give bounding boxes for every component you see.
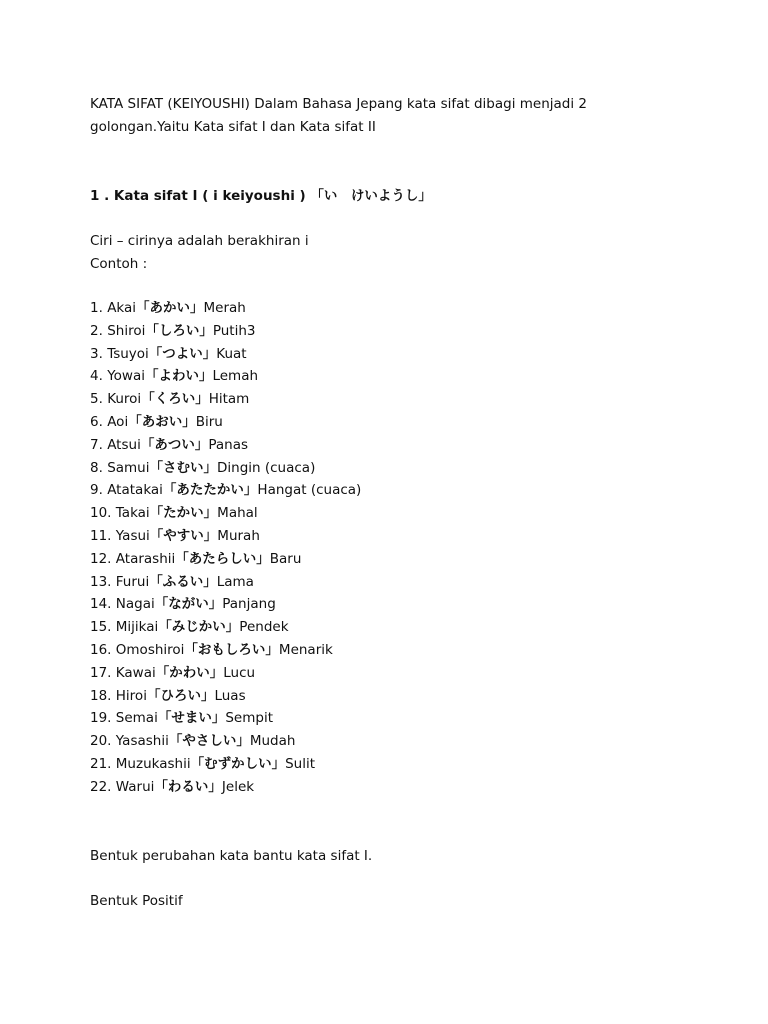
item-number: 5.: [90, 391, 103, 408]
item-meaning: Jelek: [221, 778, 255, 795]
item-japanese: 「あおい」: [128, 413, 196, 430]
item-romaji: Yasashii: [115, 733, 169, 750]
item-meaning: Lucu: [223, 664, 256, 681]
item-number: 1.: [90, 300, 103, 316]
item-number: 10.: [90, 505, 112, 522]
item-meaning: Hitam: [208, 391, 250, 408]
item-number: 12.: [90, 550, 112, 567]
list-item: [90, 525, 361, 548]
item-japanese: 「ふるい」: [149, 573, 217, 590]
item-meaning: Kuat: [216, 345, 247, 362]
list-item: [90, 479, 361, 502]
item-japanese: 「よわい」: [144, 368, 213, 385]
item-meaning: Pendek: [239, 619, 289, 636]
item-japanese: 「あつい」: [140, 436, 209, 453]
list-item: [90, 457, 361, 480]
section-heading: 1 . Kata sifat I ( i keiyoushi ) 「い けいようし」: [90, 188, 432, 204]
item-meaning: Menarik: [278, 641, 333, 658]
item-romaji: Furui: [115, 573, 150, 590]
item-romaji: Atatakai: [107, 482, 163, 499]
item-meaning: Dingin (cuaca): [217, 459, 316, 476]
item-romaji: Warui: [115, 778, 155, 795]
list-item: [90, 776, 361, 799]
list-item: [90, 571, 361, 594]
list-item: [90, 753, 361, 776]
item-meaning: Sempit: [225, 710, 273, 727]
list-item: [90, 388, 361, 411]
bentuk-perubahan-text: Bentuk perubahan kata bantu kata sifat I.: [90, 848, 373, 864]
item-number: 9.: [90, 482, 103, 499]
item-japanese: 「くろい」: [141, 391, 209, 408]
item-japanese: 「たかい」: [149, 505, 218, 522]
ciri-paragraph: [90, 230, 309, 276]
item-romaji: Kuroi: [107, 391, 142, 408]
list-item: [90, 639, 361, 662]
list-item: [90, 662, 361, 685]
item-number: 15.: [90, 619, 112, 636]
item-japanese: 「やさしい」: [168, 733, 250, 750]
item-meaning: Lama: [216, 573, 254, 590]
intro-paragraph: [90, 93, 690, 139]
item-meaning: Lemah: [212, 368, 259, 385]
item-meaning: Panas: [208, 436, 248, 453]
item-japanese: 「せまい」: [157, 710, 226, 727]
item-number: 14.: [90, 596, 112, 613]
item-romaji: Takai: [115, 505, 150, 522]
item-number: 8.: [90, 459, 103, 476]
item-romaji: Atsui: [107, 436, 141, 453]
item-number: 3.: [90, 345, 103, 362]
item-romaji: Mijikai: [115, 619, 159, 636]
adjective-list: [90, 297, 361, 799]
item-meaning: Putih3: [212, 322, 256, 339]
item-number: 17.: [90, 664, 112, 681]
item-romaji: Aoi: [107, 413, 129, 430]
list-item: [90, 616, 361, 639]
item-japanese: 「かわい」: [155, 664, 224, 681]
item-romaji: Shiroi: [107, 322, 146, 339]
item-meaning: Mudah: [249, 733, 296, 750]
item-japanese: 「ながい」: [154, 596, 223, 613]
intro-line-2: golongan.Yaitu Kata sifat I dan Kata sifat II: [90, 119, 376, 135]
ciri-line-1: Ciri – cirinya adalah berakhiran i: [90, 233, 309, 249]
item-meaning: Merah: [203, 300, 246, 316]
list-item: [90, 297, 361, 320]
item-romaji: Yasui: [115, 527, 150, 544]
item-romaji: Hiroi: [115, 687, 147, 704]
list-item: [90, 685, 361, 708]
item-number: 18.: [90, 687, 112, 704]
item-romaji: Semai: [115, 710, 158, 727]
item-japanese: 「おもしろい」: [184, 641, 279, 658]
item-romaji: Akai: [107, 300, 137, 316]
item-meaning: Sulit: [285, 755, 315, 772]
item-meaning: Luas: [214, 687, 246, 704]
item-number: 7.: [90, 436, 103, 453]
item-romaji: Samui: [107, 459, 150, 476]
item-japanese: 「あかい」: [136, 300, 204, 316]
item-japanese: 「あたたかい」: [162, 482, 258, 499]
list-item: [90, 548, 361, 571]
list-item: [90, 730, 361, 753]
item-number: 6.: [90, 413, 103, 430]
intro-line-1: KATA SIFAT (KEIYOUSHI) Dalam Bahasa Jepang kata sifat dibagi menjadi 2: [90, 96, 587, 112]
item-number: 13.: [90, 573, 112, 590]
item-japanese: 「みじかい」: [158, 619, 240, 636]
item-meaning: Murah: [217, 527, 260, 544]
item-romaji: Kawai: [115, 664, 156, 681]
item-meaning: Baru: [269, 550, 302, 567]
list-item: [90, 320, 361, 343]
ciri-line-2: Contoh :: [90, 256, 148, 272]
item-meaning: Mahal: [217, 505, 258, 522]
list-item: [90, 593, 361, 616]
item-japanese: 「あたらしい」: [175, 550, 270, 567]
item-romaji: Muzukashii: [115, 755, 191, 772]
item-japanese: 「ひろい」: [146, 687, 215, 704]
item-romaji: Yowai: [107, 368, 145, 385]
item-romaji: Nagai: [115, 596, 155, 613]
list-item: [90, 434, 361, 457]
list-item: [90, 411, 361, 434]
item-japanese: 「むずかしい」: [190, 755, 286, 772]
item-romaji: Tsuyoi: [107, 345, 149, 362]
item-meaning: Biru: [195, 413, 223, 430]
list-item: [90, 502, 361, 525]
item-japanese: 「つよい」: [148, 345, 217, 362]
item-romaji: Omoshiroi: [115, 641, 185, 658]
item-number: 2.: [90, 322, 103, 339]
bentuk-positif-text: Bentuk Positif: [90, 893, 183, 909]
item-number: 21.: [90, 755, 112, 772]
item-number: 16.: [90, 641, 112, 658]
item-number: 22.: [90, 778, 112, 795]
item-japanese: 「やすい」: [149, 527, 218, 544]
item-japanese: 「わるい」: [154, 778, 222, 795]
item-number: 4.: [90, 368, 103, 385]
item-romaji: Atarashii: [115, 550, 176, 567]
item-japanese: 「しろい」: [145, 322, 213, 339]
list-item: [90, 343, 361, 366]
item-number: 20.: [90, 733, 112, 750]
item-meaning: Panjang: [222, 596, 276, 613]
item-number: 19.: [90, 710, 112, 727]
item-japanese: 「さむい」: [149, 459, 217, 476]
list-item: [90, 365, 361, 388]
item-number: 11.: [90, 527, 112, 544]
item-meaning: Hangat (cuaca): [257, 482, 362, 499]
list-item: [90, 707, 361, 730]
